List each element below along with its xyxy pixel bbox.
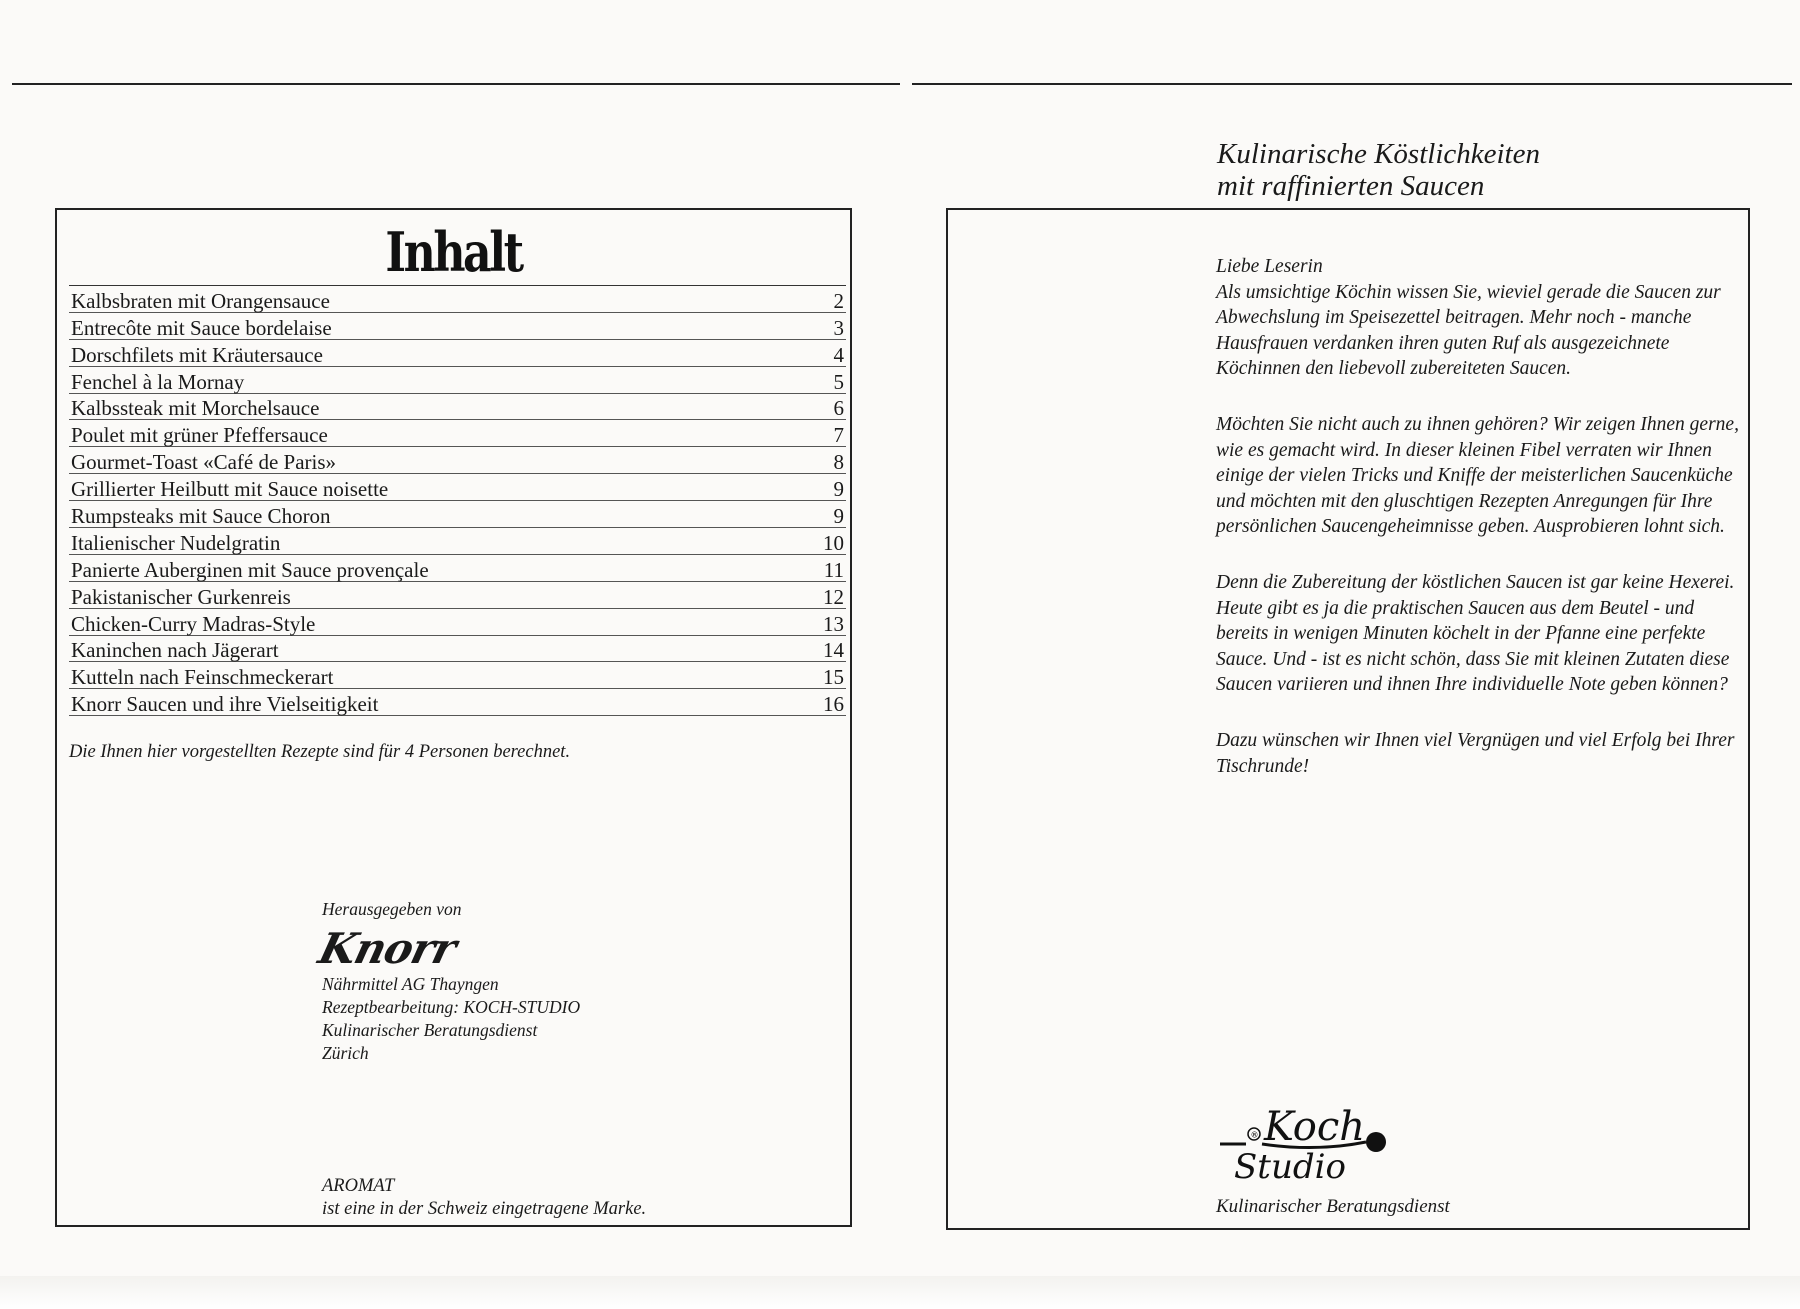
- toc-entry: [69, 313, 846, 340]
- toc-entry: [69, 528, 846, 555]
- toc-entry-title: Kutteln nach Feinschmeckerart: [71, 665, 334, 690]
- toc-entry-page: 11: [823, 557, 844, 582]
- toc-entry-page: 7: [833, 423, 844, 448]
- toc-entry-page: 16: [823, 692, 844, 717]
- toc-entry-title: Chicken-Curry Madras-Style: [71, 611, 316, 636]
- toc-entry-title: Dorschfilets mit Kräutersauce: [71, 342, 323, 367]
- logo-caption: Kulinarischer Beratungsdienst: [1216, 1196, 1450, 1217]
- toc-entry-page: 14: [823, 638, 844, 663]
- registered-mark: ®: [1250, 1130, 1259, 1140]
- toc-entry: [69, 609, 846, 636]
- toc-entry-title: Entrecôte mit Sauce bordelaise: [71, 315, 332, 340]
- toc-entry: [69, 394, 846, 421]
- toc-entry-page: 13: [823, 611, 844, 636]
- toc-entry-page: 10: [823, 530, 844, 555]
- toc-entry-title: Fenchel à la Mornay: [71, 369, 245, 394]
- toc-entry: [69, 447, 846, 474]
- toc-entry-title: Poulet mit grüner Pfeffersauce: [71, 423, 328, 448]
- toc-entry: [69, 662, 846, 689]
- page-bottom-shade: [0, 1276, 1800, 1309]
- trademark-text: ist eine in der Schweiz eingetragene Marke.: [322, 1199, 647, 1219]
- toc-entry: [69, 286, 846, 313]
- top-rule-right: [912, 83, 1792, 85]
- toc-entry-page: 15: [823, 665, 844, 690]
- toc-entry: [69, 474, 846, 501]
- toc-entry-title: Pakistanischer Gurkenreis: [71, 584, 291, 609]
- toc-entry: [69, 555, 846, 582]
- toc-entry-page: 8: [833, 450, 844, 475]
- page-heading: [1217, 138, 1540, 202]
- toc-entry-page: 5: [833, 369, 844, 394]
- logo-word-studio: Studio: [1234, 1147, 1346, 1182]
- toc-entry-page: 3: [833, 315, 844, 340]
- publisher-label: Herausgegeben von: [322, 899, 462, 919]
- toc-entry-title: Kaninchen nach Jägerart: [71, 638, 279, 663]
- toc-entry: [69, 420, 846, 447]
- toc-entry-title: Italienischer Nudelgratin: [71, 530, 281, 555]
- toc-entry-title: Kalbssteak mit Morchelsauce: [71, 396, 320, 421]
- logo-word-koch: Koch: [1264, 1104, 1366, 1150]
- toc-entry: [69, 582, 846, 609]
- contents-list: [69, 285, 846, 716]
- trademark-brand: AROMAT: [322, 1176, 395, 1196]
- letter-text: [1216, 254, 1746, 809]
- toc-entry-page: 6: [833, 396, 844, 421]
- toc-entry-title: Panierte Auberginen mit Sauce provençale: [71, 557, 429, 582]
- contents-title: Inhalt: [385, 220, 522, 284]
- heading-line-1: Kulinarische Köstlichkeiten: [1217, 138, 1540, 170]
- toc-entry-page: 12: [823, 584, 844, 609]
- toc-entry-page: 2: [833, 288, 844, 313]
- toc-entry-title: Gourmet-Toast «Café de Paris»: [71, 450, 337, 475]
- toc-entry: [69, 636, 846, 663]
- toc-entry-title: Knorr Saucen und ihre Vielseitigkeit: [71, 692, 379, 717]
- toc-entry-page: 9: [833, 477, 844, 502]
- letter-box: [946, 208, 1750, 1230]
- toc-entry: [69, 367, 846, 394]
- contents-box: [55, 208, 852, 1227]
- letter-paragraph: Dazu wünschen wir Ihnen viel Vergnügen und viel Erfolg bei Ihrer Tischrunde!: [1216, 729, 1735, 777]
- publisher-line-2: Rezeptbearbeitung: KOCH-STUDIO: [322, 997, 581, 1017]
- toc-entry-title: Kalbsbraten mit Orangensauce: [71, 288, 330, 313]
- publisher-line-4: Zürich: [322, 1043, 369, 1063]
- toc-entry-title: Rumpsteaks mit Sauce Choron: [71, 504, 331, 529]
- heading-line-2: mit raffinierten Saucen: [1217, 170, 1485, 202]
- toc-entry: [69, 689, 846, 716]
- toc-entry-page: 4: [833, 342, 844, 367]
- letter-paragraph: Denn die Zubereitung der köstlichen Saucen ist gar keine Hexerei. Heute gibt es ja die praktischen Saucen aus dem Beutel - und bereits in wenigen Minuten köchelt in der Pfanne eine perfekte Sauce. Und - ist es nicht schön, dass Sie mit kleinen Zutaten diese Saucen variieren und ihnen Ihre individuelle Note geben können?: [1216, 571, 1735, 696]
- trademark-note: [322, 1175, 646, 1221]
- toc-entry-title: Grillierter Heilbutt mit Sauce noisette: [71, 477, 389, 502]
- toc-entry: [69, 501, 846, 528]
- top-rule-left: [12, 83, 900, 85]
- publisher-line-3: Kulinarischer Beratungsdienst: [322, 1020, 538, 1040]
- toc-entry-page: 9: [833, 504, 844, 529]
- servings-note: Die Ihnen hier vorgestellten Rezepte sind für 4 Personen berechnet.: [69, 742, 571, 762]
- publisher-line-1: Nährmittel AG Thayngen: [322, 974, 499, 994]
- publisher-block: [314, 898, 581, 1065]
- knorr-logo: Knorr: [314, 924, 461, 973]
- letter-paragraph: Möchten Sie nicht auch zu ihnen gehören? Wir zeigen Ihnen gerne, wie es gemacht wird. In dieser kleinen Fibel verraten wir Ihnen einige der vielen Tricks und Kniffe der meisterlichen Saucenküche und möchten mit den gluschtigen Rezepten Anregungen für Ihre persönlichen Saucengeheimnisse geben. Ausprobieren lohnt sich.: [1216, 413, 1739, 538]
- toc-entry: [69, 340, 846, 367]
- letter-paragraph: Liebe Leserin Als umsichtige Köchin wissen Sie, wieviel gerade die Saucen zur Abwechslung im Speisezettel beitragen. Mehr noch - manche Hausfrauen verdanken ihren guten Ruf als ausgezeichnete Köchinnen den liebevoll zubereiteten Saucen.: [1216, 256, 1721, 380]
- koch-studio-logo: [1216, 1100, 1396, 1182]
